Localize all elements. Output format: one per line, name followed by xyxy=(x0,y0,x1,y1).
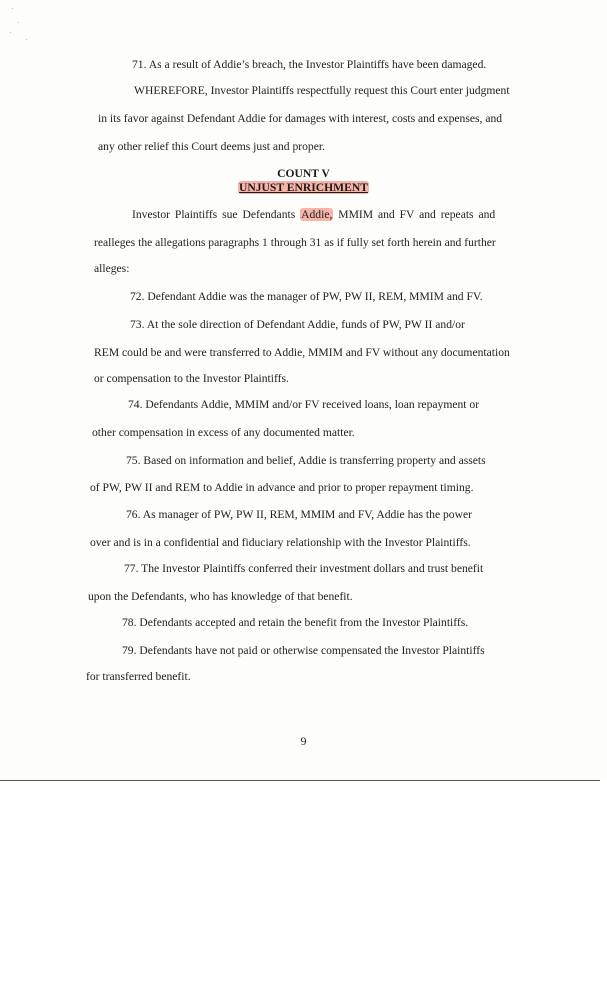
highlighted-addie: Addie, xyxy=(301,208,333,221)
count-intro-line-2: realleges the allegations paragraphs 1 through 31 as if fully set forth herein and further xyxy=(94,236,496,249)
paragraph-74-line-2: other compensation in excess of any documented matter. xyxy=(92,426,355,439)
paragraph-72-line: 72. Defendant Addie was the manager of PW, PW II, REM, MMIM and FV. xyxy=(130,290,483,303)
wherefore-line-2: in its favor against Defendant Addie for damages with interest, costs and expenses, and xyxy=(98,112,503,125)
count-intro-line-1 xyxy=(132,208,495,222)
paragraph-75-line-1: 75. Based on information and belief, Addie is transferring property and assets xyxy=(126,454,486,467)
paragraph-73-line-3: or compensation to the Investor Plaintiffs. xyxy=(94,372,289,385)
paragraph-79-line-2: for transferred benefit. xyxy=(86,670,191,683)
paragraph-78-line: 78. Defendants accepted and retain the benefit from the Investor Plaintiffs. xyxy=(122,616,469,629)
paragraph-76-line-2: over and is in a confidential and fiduciary relationship with the Investor Plaintiffs. xyxy=(90,536,471,549)
page-number: 9 xyxy=(300,735,307,748)
paragraph-75-line-2: of PW, PW II and REM to Addie in advance and prior to proper repayment timing. xyxy=(90,481,474,494)
paragraph-74-line-1: 74. Defendants Addie, MMIM and/or FV received loans, loan repayment or xyxy=(128,398,480,411)
count-intro-line-3: alleges: xyxy=(94,262,130,275)
paragraph-79-line-1: 79. Defendants have not paid or otherwise compensated the Investor Plaintiffs xyxy=(122,644,485,657)
paragraph-73-line-1: 73. At the sole direction of Defendant Addie, funds of PW, PW II and/or xyxy=(130,318,465,331)
wherefore-line-3: any other relief this Court deems just and proper. xyxy=(98,140,325,153)
paragraph-77-line-1: 77. The Investor Plaintiffs conferred their investment dollars and trust benefit xyxy=(124,562,484,575)
paragraph-71-line: 71. As a result of Addie’s breach, the Investor Plaintiffs have been damaged. xyxy=(132,58,487,71)
paragraph-77-line-2: upon the Defendants, who has knowledge of that benefit. xyxy=(88,590,353,603)
count-subheading-row xyxy=(0,181,607,195)
paragraph-76-line-1: 76. As manager of PW, PW II, REM, MMIM and FV, Addie has the power xyxy=(126,508,472,521)
count-subheading: UNJUST ENRICHMENT xyxy=(239,181,368,194)
paragraph-73-line-2: REM could be and were transferred to Addie, MMIM and FV without any documentation xyxy=(94,346,510,359)
count-heading: COUNT V xyxy=(277,167,330,180)
count-intro-text-before: Investor Plaintiffs sue Defendants xyxy=(132,208,301,221)
count-intro-text-after: MMIM and FV and repeats and xyxy=(333,208,496,221)
scan-artifacts xyxy=(8,6,48,46)
wherefore-line-1: WHEREFORE, Investor Plaintiffs respectfully request this Court enter judgment xyxy=(134,84,510,97)
page-bottom-edge xyxy=(0,780,600,781)
